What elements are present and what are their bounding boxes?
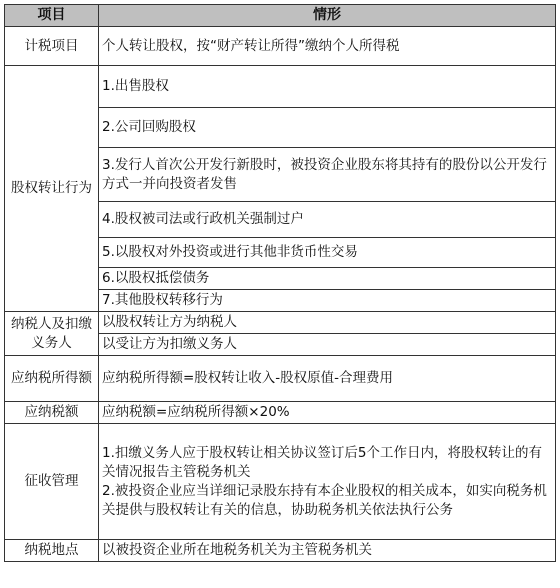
row-desc — [99, 424, 556, 540]
row-desc: 以被投资企业所在地税务机关为主管税务机关 — [99, 540, 556, 562]
row-desc: 个人转让股权，按“财产转让所得”缴纳个人所得税 — [99, 27, 556, 66]
table-row — [5, 424, 556, 540]
row-desc: 以受让方为扣缴义务人 — [99, 334, 556, 356]
table-row — [5, 27, 556, 66]
row-desc: 2.公司回购股权 — [99, 108, 556, 148]
table-row — [5, 66, 556, 108]
table-row — [5, 312, 556, 334]
row-desc: 应纳税所得额=股权转让收入-股权原值-合理费用 — [99, 356, 556, 402]
row-desc: 6.以股权抵偿债务 — [99, 268, 556, 290]
row-item: 应纳税所得额 — [5, 356, 99, 402]
row-item: 股权转让行为 — [5, 66, 99, 312]
desc-line: 1.扣缴义务人应于股权转让相关协议签订后5个工作日内，将股权转让的有关情况报告主管税务机关 — [102, 444, 542, 480]
table-header-row — [5, 5, 556, 27]
row-item: 纳税人及扣缴义务人 — [5, 312, 99, 356]
table-row — [5, 402, 556, 424]
row-item: 征收管理 — [5, 424, 99, 540]
header-item: 项目 — [5, 5, 99, 27]
row-desc: 5.以股权对外投资或进行其他非货币性交易 — [99, 238, 556, 268]
row-item: 计税项目 — [5, 27, 99, 66]
row-desc: 1.出售股权 — [99, 66, 556, 108]
table-row — [5, 356, 556, 402]
desc-line: 2.被投资企业应当详细记录股东持有本企业股权的相关成本，如实向税务机关提供与股权转让有关的信息，协助税务机关依法执行公务 — [102, 482, 547, 518]
row-desc: 以股权转让方为纳税人 — [99, 312, 556, 334]
table-row — [5, 540, 556, 562]
tax-table — [4, 4, 556, 562]
row-desc: 7.其他股权转移行为 — [99, 290, 556, 312]
row-desc: 3.发行人首次公开发行新股时，被投资企业股东将其持有的股份以公开发行方式一并向投资者发售 — [99, 148, 556, 202]
row-item: 应纳税额 — [5, 402, 99, 424]
header-situation: 情形 — [99, 5, 556, 27]
row-desc: 应纳税额=应纳税所得额×20% — [99, 402, 556, 424]
row-desc: 4.股权被司法或行政机关强制过户 — [99, 202, 556, 238]
row-item: 纳税地点 — [5, 540, 99, 562]
